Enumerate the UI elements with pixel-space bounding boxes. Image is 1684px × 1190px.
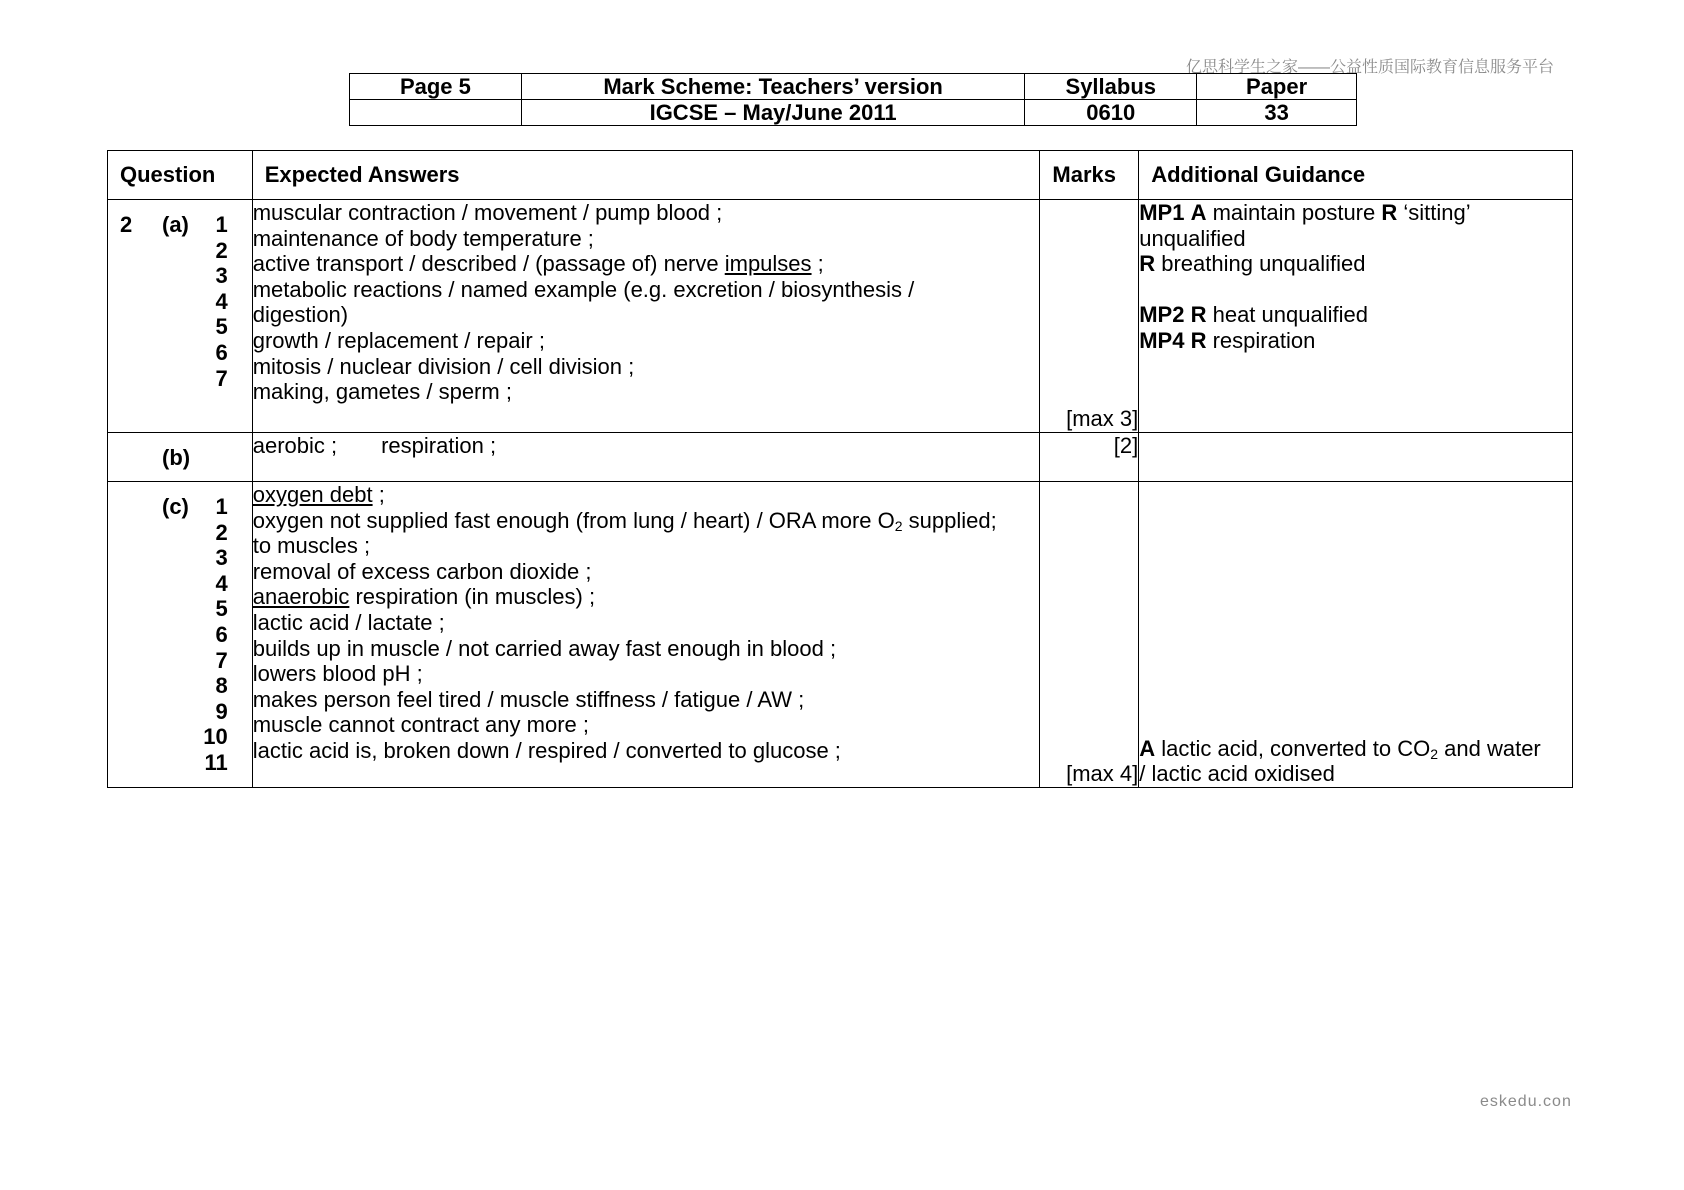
header-paper-label: Paper [1197, 74, 1357, 100]
column-headers [108, 151, 1573, 200]
marks-2b: [2] [1040, 433, 1139, 482]
row-2c [108, 482, 1573, 788]
col-guidance: Additional Guidance [1139, 151, 1573, 200]
question-part-b: (b) [162, 445, 191, 470]
header-exam: IGCSE – May/June 2011 [521, 100, 1025, 126]
header-table [349, 73, 1357, 126]
marks-2c: [max 4] [1040, 482, 1139, 788]
watermark-top: 亿思科学生之家——公益性质国际教育信息服务平台 [1186, 59, 1555, 76]
col-question: Question [108, 151, 253, 200]
question-part-c: (c) [162, 494, 189, 519]
mark-scheme-table [107, 150, 1573, 788]
header-title: Mark Scheme: Teachers’ version [521, 74, 1025, 100]
question-part-a: (a) [162, 212, 189, 237]
guidance-2c: A lactic acid, converted to $CO_2$ and water / lactic acid oxidised [1139, 482, 1573, 788]
answers-2c: oxygen debt ; oxygen not supplied fast enough (from lung / heart) / ORA more $O_2$ supplied; to muscles ; removal of excess carbon dioxide ; anaerobic respiration (in muscles) ; lactic acid / lactate ; builds up in muscle / not carried away fast enough in blood ; lowers blood pH ; makes person feel tired / muscle stiffness / fatigue / AW ; muscle cannot contract any more ; lactic acid is, broken down / respired / converted to glucose ; [252, 482, 1040, 788]
guidance-2a: MP1 A maintain posture R ‘sitting’ unqualified R breathing unqualified MP2 R heat unqualified MP4 R respiration [1139, 200, 1573, 433]
marking-points-a: 1 2 3 4 5 6 7 [215, 212, 228, 391]
header-syllabus-label: Syllabus [1025, 74, 1197, 100]
header-paper-number: 33 [1197, 100, 1357, 126]
marking-points-c: 1 2 3 4 5 6 7 8 9 10 11 [203, 494, 228, 775]
col-answers: Expected Answers [252, 151, 1040, 200]
marks-2a: [max 3] [1040, 200, 1139, 433]
col-marks: Marks [1040, 151, 1139, 200]
answers-2b: aerobic ; respiration ; [252, 433, 1040, 482]
question-cell-2c [108, 482, 253, 788]
answers-2a: muscular contraction / movement / pump blood ; maintenance of body temperature ; active transport / described / (passage of) nerve impulses ; metabolic reactions / named example (e.g. excretion / biosynthesis / digestion) growth / replacement / repair ; mitosis / nuclear division / cell division ; making, gametes / sperm ; [252, 200, 1040, 433]
row-2b [108, 433, 1573, 482]
row-2a [108, 200, 1573, 433]
question-cell-2a [108, 200, 253, 433]
question-number: 2 [120, 212, 133, 237]
header-syllabus-code: 0610 [1025, 100, 1197, 126]
watermark-bottom: eskedu.con [1480, 1093, 1572, 1110]
header-blank [350, 100, 522, 126]
question-cell-2b [108, 433, 253, 482]
header-page: Page 5 [350, 74, 522, 100]
guidance-2b [1139, 433, 1573, 482]
